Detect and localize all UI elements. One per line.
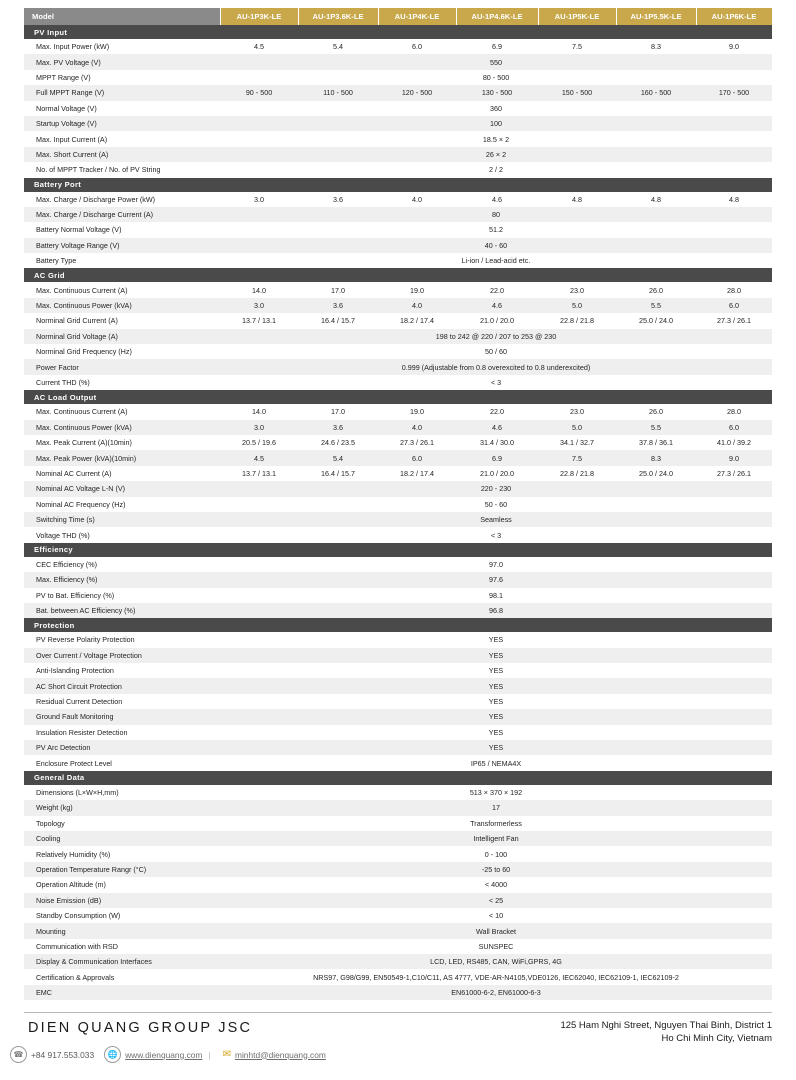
table-row (24, 282, 772, 297)
row-value: 14.0 (220, 282, 298, 297)
row-label: Max. Charge / Discharge Current (A) (24, 207, 220, 222)
column-header-model-6: AU-1P5.5K-LE (616, 8, 696, 25)
row-label: Norminal Grid Voltage (A) (24, 329, 220, 344)
table-row (24, 954, 772, 969)
row-label: Battery Type (24, 253, 220, 268)
table-row (24, 816, 772, 831)
row-value-all-models: Intelligent Fan (220, 831, 772, 846)
row-label: Topology (24, 816, 220, 831)
row-label: Relatively Humidity (%) (24, 846, 220, 861)
column-header-model-7: AU-1P6K-LE (696, 8, 772, 25)
row-value: 27.3 / 26.1 (378, 435, 456, 450)
row-label: Noise Emission (dB) (24, 893, 220, 908)
row-value-all-models: YES (220, 632, 772, 647)
table-row (24, 162, 772, 177)
table-row (24, 603, 772, 618)
website-contact[interactable] (104, 1046, 212, 1063)
row-value-all-models: < 4000 (220, 877, 772, 892)
company-address (560, 1020, 772, 1045)
phone-icon: ☎ (10, 1046, 27, 1063)
row-label: Insulation Resister Detection (24, 725, 220, 740)
row-value-all-models: 100 (220, 116, 772, 131)
table-row (24, 497, 772, 512)
table-row (24, 253, 772, 268)
row-value: 7.5 (538, 450, 616, 465)
row-label: PV Arc Detection (24, 740, 220, 755)
row-value: 25.0 / 24.0 (616, 313, 696, 328)
row-value: 4.5 (220, 450, 298, 465)
row-label: Operation Altitude (m) (24, 877, 220, 892)
row-value: 8.3 (616, 450, 696, 465)
column-header-model-3: AU-1P4K-LE (378, 8, 456, 25)
row-value: 6.0 (378, 450, 456, 465)
row-value-all-models: YES (220, 663, 772, 678)
column-header-model-5: AU-1P5K-LE (538, 8, 616, 25)
globe-icon: 🌐 (104, 1046, 121, 1063)
row-value: 130 - 500 (456, 85, 538, 100)
row-value: 6.9 (456, 450, 538, 465)
row-value: 27.3 / 26.1 (696, 313, 772, 328)
row-value: 22.8 / 21.8 (538, 313, 616, 328)
row-value: 6.0 (696, 420, 772, 435)
row-value: 3.0 (220, 420, 298, 435)
table-row (24, 404, 772, 419)
row-value: 14.0 (220, 404, 298, 419)
row-value: 9.0 (696, 450, 772, 465)
row-value-all-models: 50 - 60 (220, 497, 772, 512)
row-label: Max. Continuous Current (A) (24, 282, 220, 297)
column-header-model-2: AU-1P3.6K-LE (298, 8, 378, 25)
row-label: Power Factor (24, 359, 220, 374)
row-label: Battery Voltage Range (V) (24, 238, 220, 253)
row-label: Norminal Grid Frequency (Hz) (24, 344, 220, 359)
row-label: Certification & Approvals (24, 969, 220, 984)
row-value: 5.0 (538, 420, 616, 435)
row-label: Nominal AC Voltage L-N (V) (24, 481, 220, 496)
table-row (24, 101, 772, 116)
row-label: Anti-Islanding Protection (24, 663, 220, 678)
row-label: Operation Temperature Rangr (°C) (24, 862, 220, 877)
row-label: EMC (24, 985, 220, 1000)
row-value: 31.4 / 30.0 (456, 435, 538, 450)
table-row (24, 116, 772, 131)
row-value: 17.0 (298, 404, 378, 419)
row-value: 20.5 / 19.6 (220, 435, 298, 450)
table-row (24, 969, 772, 984)
row-value-all-models: 26 × 2 (220, 147, 772, 162)
row-value: 170 - 500 (696, 85, 772, 100)
row-value: 22.0 (456, 282, 538, 297)
row-value-all-models: 98.1 (220, 588, 772, 603)
contact-bar (10, 1046, 326, 1063)
row-value: 21.0 / 20.0 (456, 313, 538, 328)
row-value-all-models: Seamless (220, 512, 772, 527)
row-label: Battery Normal Voltage (V) (24, 222, 220, 237)
table-row (24, 755, 772, 770)
table-row (24, 846, 772, 861)
row-label: AC Short Circuit Protection (24, 678, 220, 693)
table-row (24, 557, 772, 572)
row-label: Ground Fault Monitoring (24, 709, 220, 724)
section-title: AC Load Output (24, 390, 772, 404)
row-value-all-models: Li-ion / Lead-acid etc. (220, 253, 772, 268)
row-value: 23.0 (538, 404, 616, 419)
row-label: Norminal Grid Current (A) (24, 313, 220, 328)
section-header-row (24, 268, 772, 282)
row-value-all-models: 18.5 × 2 (220, 131, 772, 146)
row-value: 4.0 (378, 298, 456, 313)
row-label: Cooling (24, 831, 220, 846)
row-label: PV Reverse Polarity Protection (24, 632, 220, 647)
row-value: 26.0 (616, 404, 696, 419)
row-value: 110 - 500 (298, 85, 378, 100)
row-value: 28.0 (696, 282, 772, 297)
table-row (24, 877, 772, 892)
row-label: Normal Voltage (V) (24, 101, 220, 116)
row-value: 3.6 (298, 298, 378, 313)
table-row (24, 678, 772, 693)
table-row (24, 709, 772, 724)
row-value: 8.3 (616, 39, 696, 54)
row-value: 3.0 (220, 192, 298, 207)
row-label: Dimensions (L×W×H,mm) (24, 785, 220, 800)
row-label: Max. Short Current (A) (24, 147, 220, 162)
row-value: 150 - 500 (538, 85, 616, 100)
table-header-row (24, 8, 772, 25)
row-value: 3.0 (220, 298, 298, 313)
envelope-icon: ✉ (222, 1049, 231, 1060)
table-row (24, 908, 772, 923)
row-label: Full MPPT Range (V) (24, 85, 220, 100)
row-label: CEC Efficiency (%) (24, 557, 220, 572)
table-row (24, 831, 772, 846)
section-title: PV Input (24, 25, 772, 39)
table-row (24, 466, 772, 481)
column-header-model-4: AU-1P4.6K-LE (456, 8, 538, 25)
row-value: 41.0 / 39.2 (696, 435, 772, 450)
row-label: Max. PV Voltage (V) (24, 54, 220, 69)
row-label: PV to Bat. Efficiency (%) (24, 588, 220, 603)
row-value-all-models: NRS97, G98/G99, EN50549-1,C10/C11, AS 4777, VDE-AR-N4105,VDE0126, IEC62040, IEC62109-1, IEC62109-2 (220, 969, 772, 984)
row-value-all-models: IP65 / NEMA4X (220, 755, 772, 770)
row-value-all-models: YES (220, 725, 772, 740)
row-label: Max. Efficiency (%) (24, 572, 220, 587)
table-row (24, 85, 772, 100)
row-value: 16.4 / 15.7 (298, 466, 378, 481)
row-label: Max. Charge / Discharge Power (kW) (24, 192, 220, 207)
row-value-all-models: < 25 (220, 893, 772, 908)
row-value-all-models: YES (220, 694, 772, 709)
row-label: Max. Input Power (kW) (24, 39, 220, 54)
row-value: 7.5 (538, 39, 616, 54)
row-value: 4.8 (538, 192, 616, 207)
row-value: 26.0 (616, 282, 696, 297)
row-value-all-models: 97.6 (220, 572, 772, 587)
table-row (24, 512, 772, 527)
table-row (24, 663, 772, 678)
row-value-all-models: 360 (220, 101, 772, 116)
phone-contact (10, 1046, 94, 1063)
section-title: AC Grid (24, 268, 772, 282)
row-label: Mounting (24, 923, 220, 938)
table-row (24, 893, 772, 908)
row-value: 18.2 / 17.4 (378, 313, 456, 328)
table-row (24, 694, 772, 709)
table-row (24, 527, 772, 542)
row-label: Enclosure Protect Level (24, 755, 220, 770)
row-value: 17.0 (298, 282, 378, 297)
company-name: DIEN QUANG GROUP JSC (28, 1020, 253, 1036)
row-value-all-models: 80 - 500 (220, 70, 772, 85)
row-value: 24.6 / 23.5 (298, 435, 378, 450)
row-label: Nominal AC Current (A) (24, 466, 220, 481)
row-value-all-models: 17 (220, 800, 772, 815)
table-row (24, 435, 772, 450)
row-value-all-models: YES (220, 678, 772, 693)
row-value: 90 - 500 (220, 85, 298, 100)
table-row (24, 54, 772, 69)
row-value: 3.6 (298, 192, 378, 207)
row-value-all-models: 220 - 230 (220, 481, 772, 496)
table-row (24, 39, 772, 54)
row-value-all-models: < 3 (220, 527, 772, 542)
table-row (24, 450, 772, 465)
row-label: Max. Continuous Power (kVA) (24, 298, 220, 313)
row-value: 19.0 (378, 404, 456, 419)
footer-divider (24, 1012, 772, 1013)
row-value-all-models: YES (220, 709, 772, 724)
table-row (24, 481, 772, 496)
table-row (24, 238, 772, 253)
row-value-all-models: 50 / 60 (220, 344, 772, 359)
row-value-all-models: 97.0 (220, 557, 772, 572)
specification-table (24, 8, 773, 1000)
page-footer (0, 1012, 796, 1080)
row-label: Current THD (%) (24, 375, 220, 390)
section-header-row (24, 771, 772, 785)
row-value: 4.8 (696, 192, 772, 207)
table-row (24, 375, 772, 390)
row-value: 34.1 / 32.7 (538, 435, 616, 450)
row-value: 21.0 / 20.0 (456, 466, 538, 481)
table-row (24, 572, 772, 587)
row-value: 6.9 (456, 39, 538, 54)
row-label: Switching Time (s) (24, 512, 220, 527)
table-row (24, 939, 772, 954)
table-row (24, 800, 772, 815)
row-value: 6.0 (696, 298, 772, 313)
section-title: Protection (24, 618, 772, 632)
row-label: Max. Input Current (A) (24, 131, 220, 146)
row-value: 18.2 / 17.4 (378, 466, 456, 481)
table-row (24, 329, 772, 344)
row-value: 160 - 500 (616, 85, 696, 100)
table-row (24, 420, 772, 435)
section-header-row (24, 25, 772, 39)
row-value: 4.6 (456, 298, 538, 313)
row-value: 4.0 (378, 192, 456, 207)
row-value-all-models: -25 to 60 (220, 862, 772, 877)
row-value-all-models: 513 × 370 × 192 (220, 785, 772, 800)
column-header-model: Model (24, 8, 220, 25)
row-label: Nominal AC Frequency (Hz) (24, 497, 220, 512)
section-header-row (24, 178, 772, 192)
row-value: 23.0 (538, 282, 616, 297)
row-value-all-models: SUNSPEC (220, 939, 772, 954)
section-title: General Data (24, 771, 772, 785)
section-title: Efficiency (24, 543, 772, 557)
table-row (24, 70, 772, 85)
row-value-all-models: < 10 (220, 908, 772, 923)
table-row (24, 632, 772, 647)
row-label: Residual Current Detection (24, 694, 220, 709)
row-label: MPPT Range (V) (24, 70, 220, 85)
row-value-all-models: < 3 (220, 375, 772, 390)
table-row (24, 313, 772, 328)
section-header-row (24, 618, 772, 632)
table-row (24, 344, 772, 359)
website-link[interactable]: www.dienquang.com (125, 1049, 203, 1060)
row-value: 13.7 / 13.1 (220, 313, 298, 328)
row-value-all-models: 40 - 60 (220, 238, 772, 253)
section-title: Battery Port (24, 178, 772, 192)
row-value-all-models: 550 (220, 54, 772, 69)
phone-number: +84 917.553.033 (31, 1049, 95, 1060)
row-value-all-models: YES (220, 648, 772, 663)
address-line-1: 125 Ham Nghi Street, Nguyen Thai Binh, District 1 (560, 1020, 772, 1031)
row-value: 5.0 (538, 298, 616, 313)
table-row (24, 740, 772, 755)
table-row (24, 147, 772, 162)
row-value: 22.0 (456, 404, 538, 419)
row-value-all-models: Wall Bracket (220, 923, 772, 938)
table-row (24, 131, 772, 146)
table-row (24, 192, 772, 207)
row-label: No. of MPPT Tracker / No. of PV String (24, 162, 220, 177)
row-value: 28.0 (696, 404, 772, 419)
row-value: 6.0 (378, 39, 456, 54)
table-row (24, 985, 772, 1000)
section-header-row (24, 390, 772, 404)
row-value: 4.6 (456, 192, 538, 207)
row-value: 4.0 (378, 420, 456, 435)
row-label: Standby Consumption (W) (24, 908, 220, 923)
row-value: 13.7 / 13.1 (220, 466, 298, 481)
row-value: 4.8 (616, 192, 696, 207)
row-label: Weight (kg) (24, 800, 220, 815)
row-value-all-models: EN61000-6-2, EN61000-6-3 (220, 985, 772, 1000)
row-label: Bat. between AC Efficiency (%) (24, 603, 220, 618)
row-value-all-models: LCD, LED, RS485, CAN, WiFi,GPRS, 4G (220, 954, 772, 969)
row-value-all-models: 198 to 242 @ 220 / 207 to 253 @ 230 (220, 329, 772, 344)
row-label: Voltage THD (%) (24, 527, 220, 542)
row-value-all-models: 0.999 (Adjustable from 0.8 overexcited to 0.8 underexcited) (220, 359, 772, 374)
table-row (24, 648, 772, 663)
row-label: Communication with RSD (24, 939, 220, 954)
row-value: 16.4 / 15.7 (298, 313, 378, 328)
row-value: 27.3 / 26.1 (696, 466, 772, 481)
row-label: Max. Continuous Current (A) (24, 404, 220, 419)
table-row (24, 298, 772, 313)
table-row (24, 785, 772, 800)
table-row (24, 862, 772, 877)
row-value: 5.4 (298, 450, 378, 465)
row-label: Max. Continuous Power (kVA) (24, 420, 220, 435)
row-label: Startup Voltage (V) (24, 116, 220, 131)
row-value: 5.5 (616, 298, 696, 313)
row-value: 5.4 (298, 39, 378, 54)
row-value-all-models: 2 / 2 (220, 162, 772, 177)
email-contact[interactable] (223, 1049, 326, 1060)
row-value: 9.0 (696, 39, 772, 54)
contact-separator: | (208, 1049, 211, 1060)
row-value: 120 - 500 (378, 85, 456, 100)
row-value-all-models: 96.8 (220, 603, 772, 618)
row-value: 3.6 (298, 420, 378, 435)
row-label: Max. Peak Power (kVA)(10min) (24, 450, 220, 465)
row-value: 5.5 (616, 420, 696, 435)
row-value-all-models: Transformerless (220, 816, 772, 831)
email-link[interactable]: minhtd@dienquang.com (234, 1049, 326, 1060)
row-label: Over Current / Voltage Protection (24, 648, 220, 663)
row-value-all-models: 51.2 (220, 222, 772, 237)
row-value: 4.5 (220, 39, 298, 54)
row-value: 22.8 / 21.8 (538, 466, 616, 481)
section-header-row (24, 543, 772, 557)
address-line-2: Ho Chi Minh City, Vietnam (661, 1032, 772, 1044)
row-value: 37.8 / 36.1 (616, 435, 696, 450)
row-value-all-models: YES (220, 740, 772, 755)
row-value-all-models: 0 - 100 (220, 846, 772, 861)
table-row (24, 923, 772, 938)
table-row (24, 222, 772, 237)
table-row (24, 359, 772, 374)
table-row (24, 725, 772, 740)
row-value-all-models: 80 (220, 207, 772, 222)
column-header-model-1: AU-1P3K-LE (220, 8, 298, 25)
row-value: 25.0 / 24.0 (616, 466, 696, 481)
table-row (24, 207, 772, 222)
row-label: Max. Peak Current (A)(10min) (24, 435, 220, 450)
row-value: 4.6 (456, 420, 538, 435)
row-value: 19.0 (378, 282, 456, 297)
row-label: Display & Communication Interfaces (24, 954, 220, 969)
table-row (24, 588, 772, 603)
